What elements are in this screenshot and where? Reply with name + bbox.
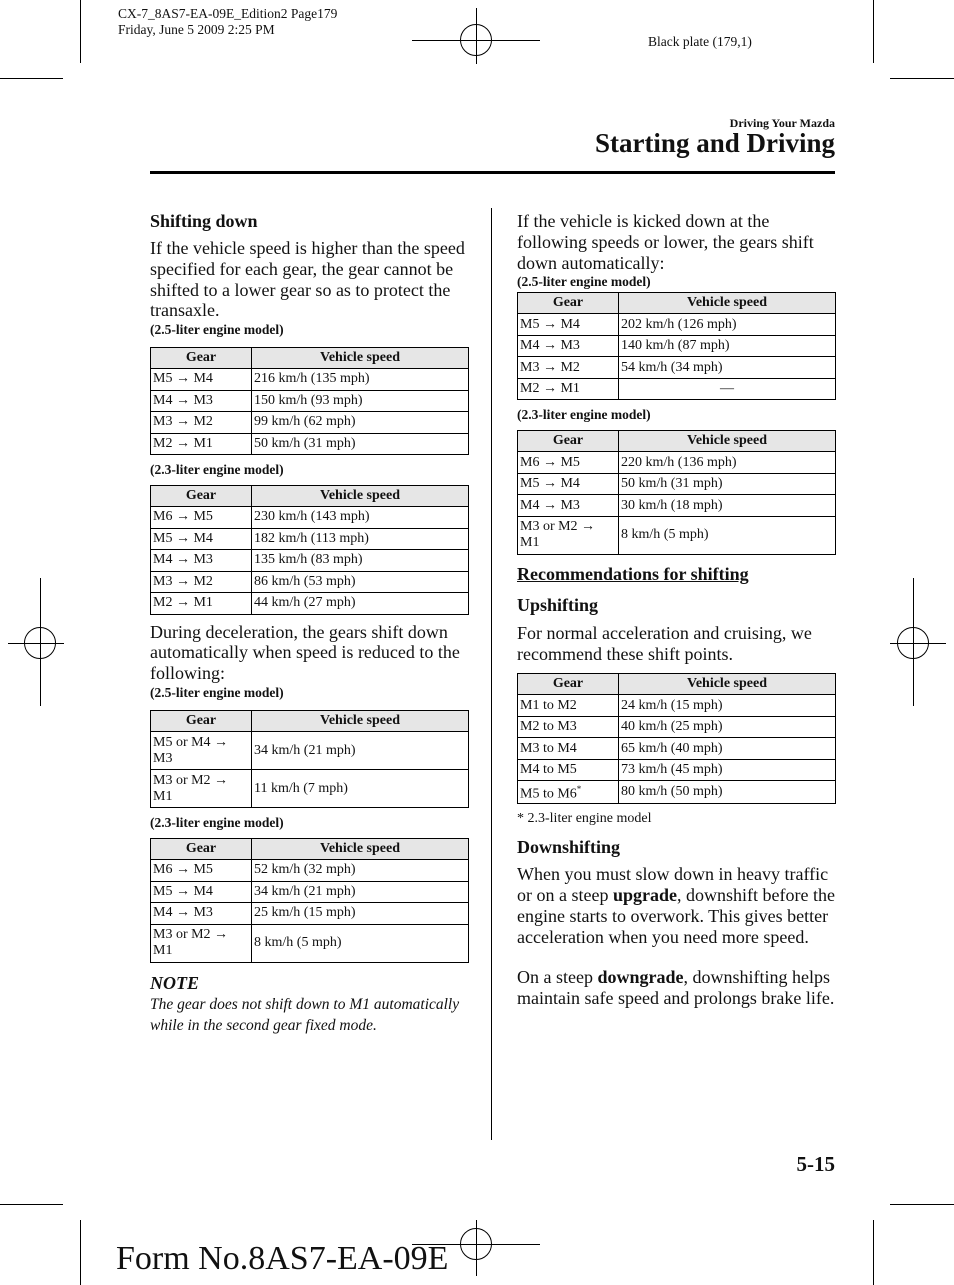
- table-header-speed: Vehicle speed: [252, 348, 469, 369]
- shifting-down-heading: Shifting down: [150, 211, 258, 231]
- speed-cell: 8 km/h (5 mph): [619, 516, 836, 554]
- gear-cell: M2 → M1: [151, 593, 252, 615]
- table-header-gear: Gear: [518, 293, 619, 314]
- table-shift-down-23: [150, 485, 469, 615]
- table-header-speed: Vehicle speed: [252, 711, 469, 732]
- deceleration-text: During deceleration, the gears shift down automatically when speed is reduced to the following:: [150, 621, 460, 684]
- table-header-speed: Vehicle speed: [252, 486, 469, 507]
- table-row: [151, 924, 469, 962]
- table-row: [518, 335, 836, 357]
- table-header-gear: Gear: [151, 839, 252, 860]
- table-row: [151, 550, 469, 572]
- gear-cell: M6 → M5: [151, 507, 252, 529]
- speed-cell: 11 km/h (7 mph): [252, 770, 469, 808]
- header-rule: [150, 171, 835, 174]
- downshifting-text-2: On a steep downgrade, downshifting helps maintain safe speed and prolongs brake life.: [517, 967, 835, 1009]
- table-row: [518, 452, 836, 474]
- speed-cell: 25 km/h (15 mph): [252, 903, 469, 925]
- gear-cell: M5 to M6*: [518, 781, 619, 804]
- engine-label-23: (2.3-liter engine model): [150, 815, 284, 831]
- gear-cell: M5 → M4: [151, 881, 252, 903]
- table-kickdown-23: [517, 430, 836, 555]
- speed-cell: 54 km/h (34 mph): [619, 357, 836, 379]
- footnote-mark: *: [576, 784, 582, 795]
- speed-cell: —: [619, 378, 836, 400]
- plate-label: Black plate (179,1): [648, 34, 752, 49]
- table-row: [151, 507, 469, 529]
- speed-cell: 86 km/h (53 mph): [252, 571, 469, 593]
- shifting-down-text: If the vehicle speed is higher than the speed specified for each gear, the gear cannot be shifted to a lower gear so as to protect the transaxle.: [150, 238, 465, 321]
- engine-label-25: (2.5-liter engine model): [150, 322, 284, 338]
- table-row: [518, 516, 836, 554]
- table-header-gear: Gear: [151, 711, 252, 732]
- gear-cell: M3 or M2 → M1: [151, 924, 252, 962]
- upshifting-heading: Upshifting: [517, 594, 599, 615]
- gear-cell: M2 to M3: [518, 716, 619, 738]
- kickdown-text: If the vehicle is kicked down at the following speeds or lower, the gears shift down automatically:: [517, 211, 814, 273]
- speed-cell: 182 km/h (113 mph): [252, 528, 469, 550]
- speed-cell: 34 km/h (21 mph): [252, 881, 469, 903]
- table-decel-25: [150, 710, 469, 808]
- table-header-gear: Gear: [151, 486, 252, 507]
- form-number: Form No.8AS7-EA-09E: [116, 1240, 449, 1277]
- print-job-date: Friday, June 5 2009 2:25 PM: [118, 22, 275, 37]
- gear-cell: M4 → M3: [151, 903, 252, 925]
- table-row: [518, 495, 836, 517]
- table-header-gear: Gear: [151, 348, 252, 369]
- speed-cell: 8 km/h (5 mph): [252, 924, 469, 962]
- table-row: [518, 473, 836, 495]
- speed-cell: 24 km/h (15 mph): [619, 695, 836, 717]
- page-number: 5-15: [796, 1152, 835, 1176]
- table-header-gear: Gear: [518, 674, 619, 695]
- gear-cell: M4 → M3: [151, 550, 252, 572]
- speed-cell: 202 km/h (126 mph): [619, 314, 836, 336]
- section-title: Starting and Driving: [594, 128, 835, 158]
- speed-cell: 34 km/h (21 mph): [252, 732, 469, 770]
- gear-cell: M3 or M2 → M1: [151, 770, 252, 808]
- gear-cell: M6 → M5: [518, 452, 619, 474]
- speed-cell: 65 km/h (40 mph): [619, 738, 836, 760]
- left-column: [150, 210, 469, 1036]
- print-job-file: CX-7_8AS7-EA-09E_Edition2 Page179: [118, 6, 338, 21]
- table-header-speed: Vehicle speed: [619, 431, 836, 452]
- gear-cell: M2 → M1: [151, 433, 252, 455]
- speed-cell: 52 km/h (32 mph): [252, 860, 469, 882]
- table-decel-23: [150, 838, 469, 963]
- speed-cell: 40 km/h (25 mph): [619, 716, 836, 738]
- gear-cell: M2 → M1: [518, 378, 619, 400]
- speed-cell: 73 km/h (45 mph): [619, 759, 836, 781]
- gear-cell: M3 → M2: [518, 357, 619, 379]
- engine-label-25: (2.5-liter engine model): [150, 685, 284, 701]
- gear-cell: M3 to M4: [518, 738, 619, 760]
- speed-cell: 99 km/h (62 mph): [252, 412, 469, 434]
- table-shift-down-25: [150, 347, 469, 455]
- table-row: [151, 593, 469, 615]
- gear-cell: M6 → M5: [151, 860, 252, 882]
- gear-cell: M5 → M4: [518, 473, 619, 495]
- table-row: [151, 903, 469, 925]
- downshifting-text-1: When you must slow down in heavy traffic or on a steep upgrade, downshift before the engine starts to overwork. This gives better acceleration when you need more speed.: [517, 864, 835, 947]
- speed-cell: 230 km/h (143 mph): [252, 507, 469, 529]
- gear-cell: M5 → M4: [151, 528, 252, 550]
- table-row: [518, 378, 836, 400]
- table-row: [151, 369, 469, 391]
- speed-cell: 30 km/h (18 mph): [619, 495, 836, 517]
- gear-cell: M4 to M5: [518, 759, 619, 781]
- right-column: [517, 210, 836, 1009]
- table-row: [151, 433, 469, 455]
- note-text: The gear does not shift down to M1 automatically while in the second gear fixed mode.: [150, 995, 460, 1034]
- table-upshift: [517, 673, 836, 804]
- downshifting-heading: Downshifting: [517, 837, 621, 858]
- speed-cell: 220 km/h (136 mph): [619, 452, 836, 474]
- table-row: [518, 759, 836, 781]
- speed-cell: 150 km/h (93 mph): [252, 390, 469, 412]
- speed-cell: 140 km/h (87 mph): [619, 335, 836, 357]
- table-row: [151, 770, 469, 808]
- table-header-gear: Gear: [518, 431, 619, 452]
- gear-cell: M5 → M4: [151, 369, 252, 391]
- table-row: [518, 695, 836, 717]
- engine-label-23: (2.3-liter engine model): [517, 407, 651, 423]
- table-row: [151, 412, 469, 434]
- table-row: [151, 881, 469, 903]
- speed-cell: 44 km/h (27 mph): [252, 593, 469, 615]
- table-row: [518, 781, 836, 804]
- note-title: NOTE: [150, 972, 199, 993]
- table-row: [151, 390, 469, 412]
- gear-cell: M4 → M3: [151, 390, 252, 412]
- column-divider: [491, 208, 492, 1140]
- table-row: [518, 357, 836, 379]
- speed-cell: 50 km/h (31 mph): [252, 433, 469, 455]
- table-header-speed: Vehicle speed: [252, 839, 469, 860]
- print-job-header: [118, 6, 337, 38]
- table-row: [518, 716, 836, 738]
- chapter-label: Driving Your Mazda: [729, 116, 835, 130]
- table-header-speed: Vehicle speed: [619, 293, 836, 314]
- table-header-speed: Vehicle speed: [619, 674, 836, 695]
- gear-cell: M4 → M3: [518, 335, 619, 357]
- gear-cell: M3 or M2 → M1: [518, 516, 619, 554]
- table-row: [151, 528, 469, 550]
- engine-label-25: (2.5-liter engine model): [517, 274, 651, 290]
- table-row: [518, 314, 836, 336]
- table-row: [151, 571, 469, 593]
- gear-cell: M4 → M3: [518, 495, 619, 517]
- gear-cell: M3 → M2: [151, 571, 252, 593]
- table-row: [518, 738, 836, 760]
- table-kickdown-25: [517, 292, 836, 400]
- speed-cell: 216 km/h (135 mph): [252, 369, 469, 391]
- table-row: [151, 860, 469, 882]
- speed-cell: 135 km/h (83 mph): [252, 550, 469, 572]
- footnote: * 2.3-liter engine model: [517, 811, 652, 827]
- upshifting-text: For normal acceleration and cruising, we recommend these shift points.: [517, 622, 812, 664]
- speed-cell: 50 km/h (31 mph): [619, 473, 836, 495]
- gear-cell: M1 to M2: [518, 695, 619, 717]
- gear-cell: M3 → M2: [151, 412, 252, 434]
- table-row: [151, 732, 469, 770]
- gear-cell: M5 → M4: [518, 314, 619, 336]
- gear-cell: M5 or M4 → M3: [151, 732, 252, 770]
- speed-cell: 80 km/h (50 mph): [619, 781, 836, 804]
- engine-label-23: (2.3-liter engine model): [150, 462, 284, 478]
- recommendations-heading: Recommendations for shifting: [517, 563, 749, 584]
